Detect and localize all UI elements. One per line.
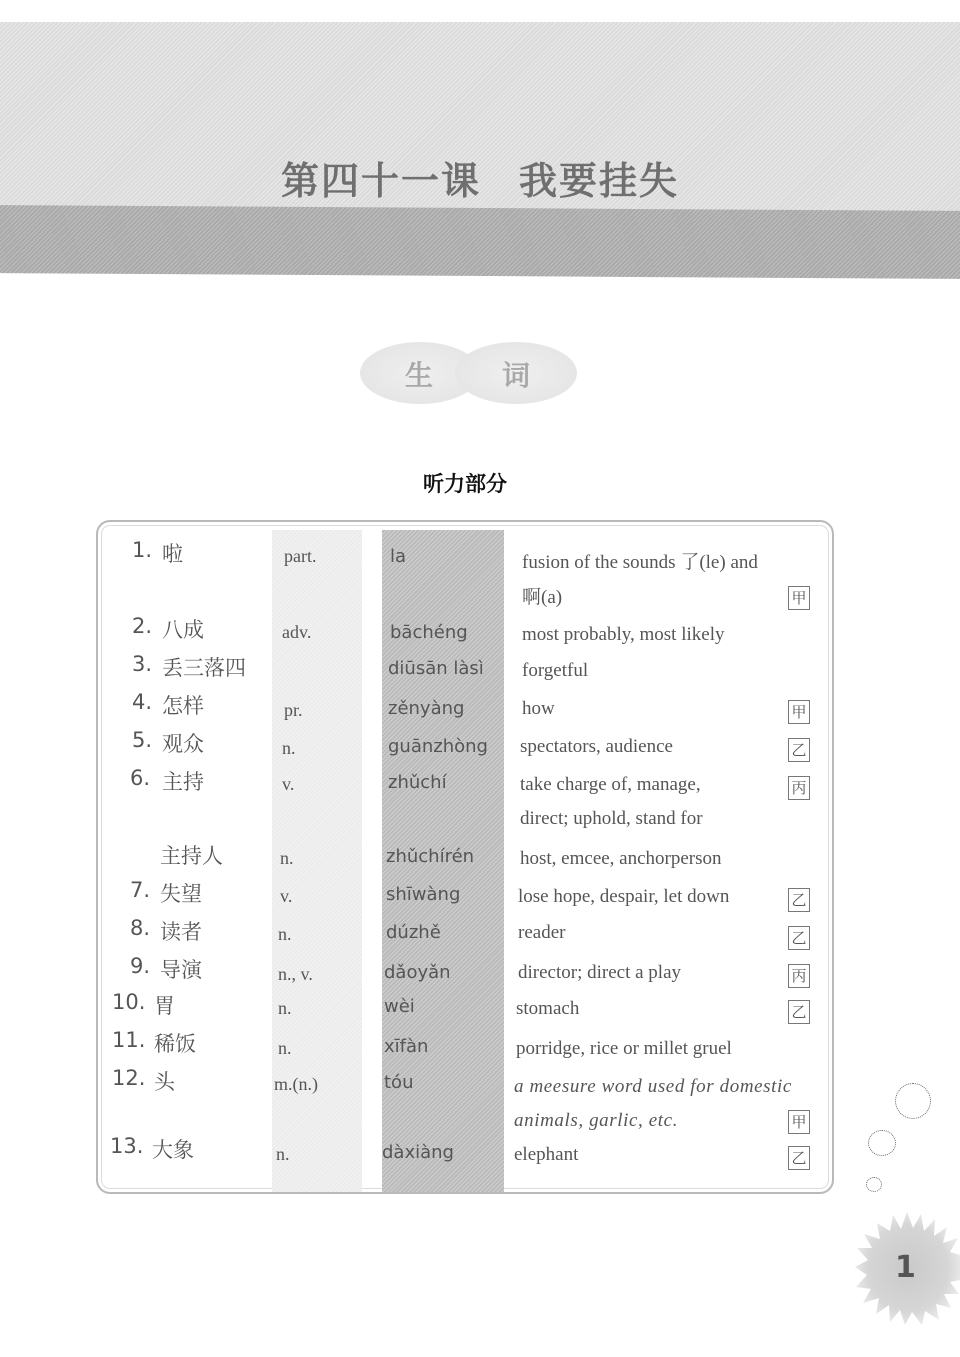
pinyin: guānzhòng bbox=[388, 736, 488, 757]
gloss-line: spectators, audience bbox=[520, 736, 673, 757]
lesson-number: 第四十一课 bbox=[280, 158, 481, 203]
gloss-line: a meesure word used for domestic bbox=[514, 1076, 792, 1097]
level-badge: 甲 bbox=[788, 586, 810, 610]
word-number: 9. bbox=[130, 954, 151, 978]
vocab-row-continued bbox=[98, 576, 834, 612]
vocab-row bbox=[98, 990, 834, 1026]
pinyin: zěnyàng bbox=[388, 698, 465, 719]
part-of-speech: n. bbox=[278, 998, 292, 1018]
pinyin: diūsān làsì bbox=[388, 658, 484, 679]
vocab-row-continued bbox=[98, 804, 834, 840]
gloss-line: animals, garlic, etc. bbox=[514, 1110, 679, 1131]
part-of-speech: n. bbox=[282, 738, 296, 758]
pinyin: dǎoyǎn bbox=[384, 962, 451, 983]
level-badge: 丙 bbox=[788, 964, 810, 988]
word-hanzi: 主持 bbox=[162, 770, 204, 794]
gloss-line: stomach bbox=[516, 998, 580, 1019]
part-of-speech: n. bbox=[278, 924, 292, 944]
word-number: 12. bbox=[112, 1066, 146, 1090]
decorative-bubble-icon bbox=[866, 1177, 882, 1192]
word-number: 10. bbox=[112, 990, 146, 1014]
gloss-line: lose hope, despair, let down bbox=[518, 886, 730, 907]
vocab-row bbox=[98, 766, 834, 802]
pinyin: zhǔchí bbox=[388, 772, 447, 793]
word-hanzi: 胃 bbox=[154, 994, 175, 1018]
pinyin: shīwàng bbox=[386, 884, 461, 905]
vocab-row bbox=[98, 1134, 834, 1170]
gloss-line: 啊(a) bbox=[522, 587, 563, 608]
gloss-line: reader bbox=[518, 922, 566, 943]
pinyin: la bbox=[390, 546, 407, 567]
vocab-row bbox=[98, 690, 834, 726]
pinyin: tóu bbox=[384, 1072, 414, 1093]
page-title bbox=[0, 150, 960, 205]
level-badge: 甲 bbox=[788, 1110, 810, 1134]
vocab-row bbox=[98, 878, 834, 914]
part-of-speech: v. bbox=[282, 774, 295, 794]
word-number: 7. bbox=[130, 878, 151, 902]
gloss-line: forgetful bbox=[522, 660, 589, 681]
gloss-line: porridge, rice or millet gruel bbox=[516, 1038, 732, 1059]
word-number: 6. bbox=[130, 766, 151, 790]
badge-char-ci: 词 bbox=[502, 359, 531, 392]
level-badge: 乙 bbox=[788, 1000, 810, 1024]
vocab-row bbox=[98, 954, 834, 990]
word-hanzi: 怎样 bbox=[162, 694, 204, 718]
part-of-speech: v. bbox=[280, 886, 293, 906]
word-number: 13. bbox=[110, 1134, 144, 1158]
gloss-line: take charge of, manage, bbox=[520, 774, 701, 795]
lesson-title: 我要挂失 bbox=[519, 158, 680, 203]
word-hanzi: 啦 bbox=[162, 542, 183, 566]
vocab-row bbox=[98, 1028, 834, 1064]
gloss-line: how bbox=[522, 698, 555, 719]
word-number: 3. bbox=[132, 652, 153, 676]
gloss-line: direct; uphold, stand for bbox=[520, 808, 703, 829]
part-of-speech: n. bbox=[276, 1144, 290, 1164]
word-number: 2. bbox=[132, 614, 153, 638]
part-of-speech: adv. bbox=[282, 622, 312, 642]
word-hanzi: 八成 bbox=[162, 618, 204, 642]
pinyin: dàxiàng bbox=[382, 1142, 454, 1163]
word-hanzi: 导演 bbox=[160, 958, 202, 982]
vocabulary-table bbox=[96, 520, 834, 1194]
gloss-line: fusion of the sounds 了(le) and bbox=[522, 552, 758, 573]
word-hanzi: 主持人 bbox=[160, 844, 223, 868]
part-of-speech: part. bbox=[284, 546, 317, 566]
gloss-line: elephant bbox=[514, 1144, 579, 1165]
word-number: 8. bbox=[130, 916, 151, 940]
word-number: 1. bbox=[132, 538, 153, 562]
level-badge: 乙 bbox=[788, 1146, 810, 1170]
word-number: 4. bbox=[132, 690, 153, 714]
level-badge: 乙 bbox=[788, 888, 810, 912]
vocab-row bbox=[98, 652, 834, 688]
word-hanzi: 读者 bbox=[160, 920, 202, 944]
vocab-row bbox=[98, 916, 834, 952]
part-of-speech: n. bbox=[278, 1038, 292, 1058]
new-words-badge bbox=[360, 342, 580, 408]
pinyin: bāchéng bbox=[390, 622, 468, 643]
vocab-row bbox=[98, 538, 834, 574]
vocab-row bbox=[98, 1066, 834, 1102]
word-hanzi: 头 bbox=[154, 1070, 175, 1094]
section-heading: 听力部分 bbox=[423, 472, 507, 496]
vocab-row bbox=[98, 728, 834, 764]
page-number-badge bbox=[855, 1210, 960, 1325]
part-of-speech: m.(n.) bbox=[274, 1074, 318, 1094]
gloss-line: director; direct a play bbox=[518, 962, 682, 983]
part-of-speech: n. bbox=[280, 848, 294, 868]
gloss-line: most probably, most likely bbox=[522, 624, 725, 645]
part-of-speech: pr. bbox=[284, 700, 303, 720]
level-badge: 乙 bbox=[788, 738, 810, 762]
pinyin: xīfàn bbox=[384, 1036, 429, 1057]
header-banner-stripe bbox=[0, 205, 960, 279]
decorative-bubble-icon bbox=[895, 1083, 931, 1119]
pinyin: wèi bbox=[384, 996, 415, 1017]
part-of-speech: n., v. bbox=[278, 964, 313, 984]
pinyin: zhǔchírén bbox=[386, 846, 475, 867]
level-badge: 乙 bbox=[788, 926, 810, 950]
word-hanzi: 丢三落四 bbox=[162, 656, 246, 680]
word-hanzi: 稀饭 bbox=[154, 1032, 196, 1056]
pinyin: dúzhě bbox=[386, 922, 441, 943]
vocab-row bbox=[98, 614, 834, 650]
vocab-row-continued bbox=[98, 1102, 834, 1138]
level-badge: 甲 bbox=[788, 700, 810, 724]
decorative-bubble-icon bbox=[868, 1130, 896, 1156]
vocab-row bbox=[98, 840, 834, 876]
word-hanzi: 失望 bbox=[160, 882, 202, 906]
word-hanzi: 大象 bbox=[152, 1138, 194, 1162]
gloss-line: host, emcee, anchorperson bbox=[520, 848, 722, 869]
word-number: 11. bbox=[112, 1028, 146, 1052]
word-number: 5. bbox=[132, 728, 153, 752]
page-number: 1 bbox=[895, 1250, 916, 1285]
badge-char-sheng: 生 bbox=[405, 359, 434, 392]
word-hanzi: 观众 bbox=[162, 732, 204, 756]
level-badge: 丙 bbox=[788, 776, 810, 800]
